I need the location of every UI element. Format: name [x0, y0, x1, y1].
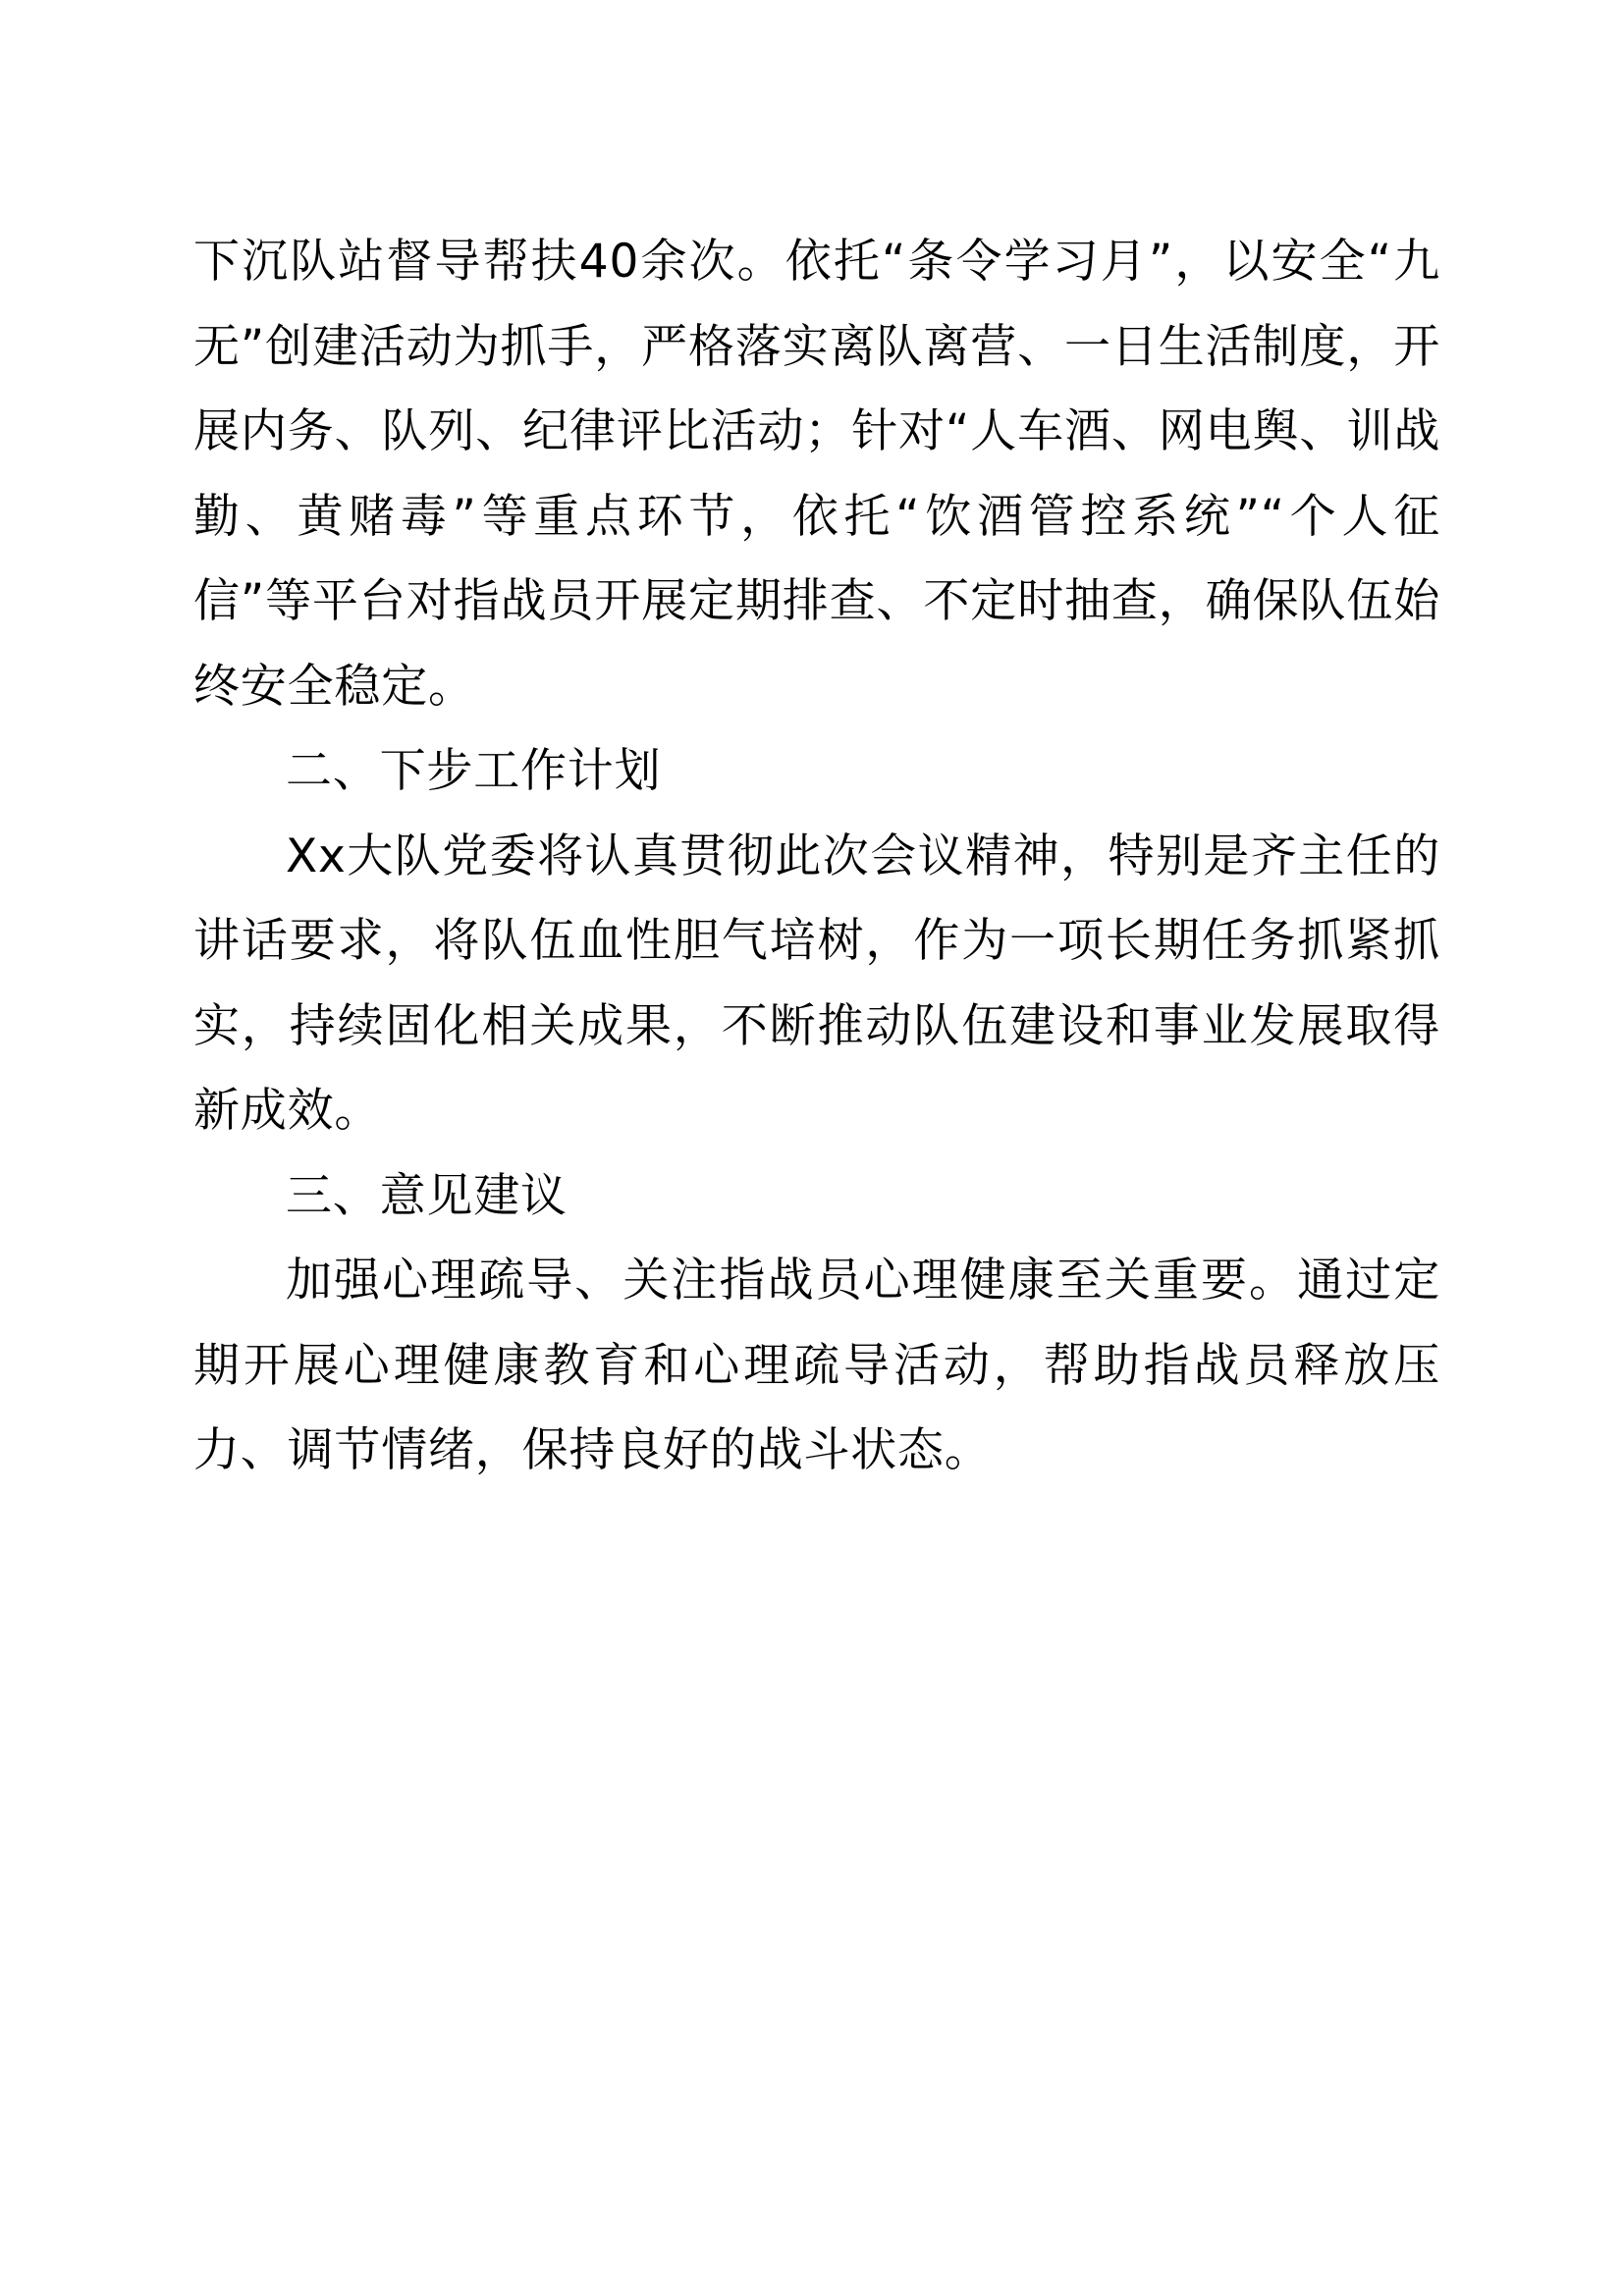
- body-paragraph-suggestions: 加强心理疏导、关注指战员心理健康至关重要。通过定期开展心理健康教育和心理疏导活动，帮助指战员释放压力、调节情绪，保持良好的战斗状态。: [193, 1254, 1440, 1477]
- body-paragraph-next-plan: Xx大队党委将认真贯彻此次会议精神，特别是齐主任的讲话要求，将队伍血性胆气培树，作为一项长期任务抓紧抓实，持续固化相关成果，不断推动队伍建设和事业发展取得新成效。: [193, 828, 1440, 1138]
- document-body: [193, 220, 1440, 1494]
- section-heading-suggestions: 三、意见建议: [286, 1168, 568, 1223]
- section-heading-next-plan: 二、下步工作计划: [286, 744, 662, 798]
- body-paragraph-continuation: 下沉队站督导帮扶40余次。依托“条令学习月”，以安全“九无”创建活动为抓手，严格落实离队离营、一日生活制度，开展内务、队列、纪律评比活动；针对“人车酒、网电舆、训战勤、黄赌毒”等重点环节，依托“饮酒管控系统”“个人征信”等平台对指战员开展定期排查、不定时抽查，确保队伍始终安全稳定。: [193, 235, 1440, 714]
